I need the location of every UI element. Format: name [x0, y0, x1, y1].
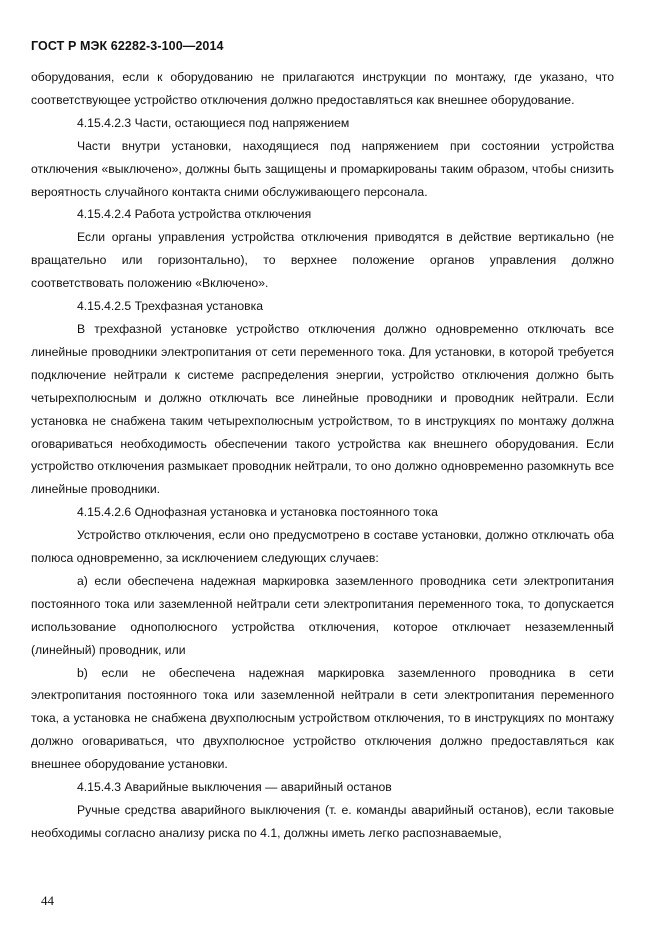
section-heading: 4.15.4.2.5 Трехфазная установка: [77, 299, 263, 314]
section-heading: 4.15.4.2.3 Части, остающиеся под напряжением: [77, 115, 350, 130]
paragraph: Части внутри установки, находящиеся под напряжением при состоянии устройства отключения «выключено», должны быть защищены и промаркированы таким образом, чтобы снизить вероятность случайного контакта сними обслуживающего персонала.: [31, 138, 614, 199]
paragraph: Устройство отключения, если оно предусмотрено в составе установки, должно отключать оба полюса одновременно, за исключением следующих случаев:: [31, 528, 614, 566]
document-header: ГОСТ Р МЭК 62282-3-100—2014: [31, 39, 224, 53]
section-heading: 4.15.4.2.4 Работа устройства отключения: [77, 207, 312, 222]
paragraph: В трехфазной установке устройство отключения должно одновременно отключать все линейные проводники электропитания от сети переменного тока. Для установки, в которой требуется подключение нейтрали к системе распределения энергии, устройство отключения должно быть четырехполюсным и должно отключать все линейные проводники и проводник нейтрали. Если установка не снабжена таким четырехполюсным устройством, то в инструкциях по монтажу должна оговариваться необходимость обеспечении такого устройства как внешнего оборудования. Если устройство отключения размыкает проводник нейтрали, то оно должно одновременно разомкнуть все линейные проводники.: [31, 321, 614, 497]
document-body: [31, 66, 614, 845]
section-heading: 4.15.4.3 Аварийные выключения — аварийный останов: [77, 780, 392, 795]
list-item: a) если обеспечена надежная маркировка заземленного проводника сети электропитания постоянного тока или заземленной нейтрали сети электропитания переменного тока, то допускается использование однополюсного устройства отключения, которое отключает незаземленный (линейный) проводник, или: [31, 573, 614, 657]
page-number: 44: [41, 893, 54, 908]
paragraph: оборудования, если к оборудованию не прилагаются инструкции по монтажу, где указано, что соответствующее устройство отключения должно предоставляться как внешнее оборудование.: [31, 70, 614, 107]
section-heading: 4.15.4.2.6 Однофазная установка и установка постоянного тока: [77, 505, 438, 520]
list-item: b) если не обеспечена надежная маркировка заземленного проводника в сети электропитания постоянного тока или заземленной нейтрали в сети электропитания переменного тока, а установка не снабжена двухполюсным устройством отключения, то в инструкциях по монтажу должно оговариваться, что двухполюсное устройство отключения должно предоставляться как внешнее оборудование установки.: [31, 665, 614, 772]
paragraph: Если органы управления устройства отключения приводятся в действие вертикально (не вращательно или горизонтально), то верхнее положение органов управления должно соответствовать положению «Включено».: [31, 230, 614, 291]
paragraph: Ручные средства аварийного выключения (т. е. команды аварийный останов), если таковые необходимы согласно анализу риска по 4.1, должны иметь легко распознаваемые,: [31, 803, 614, 840]
